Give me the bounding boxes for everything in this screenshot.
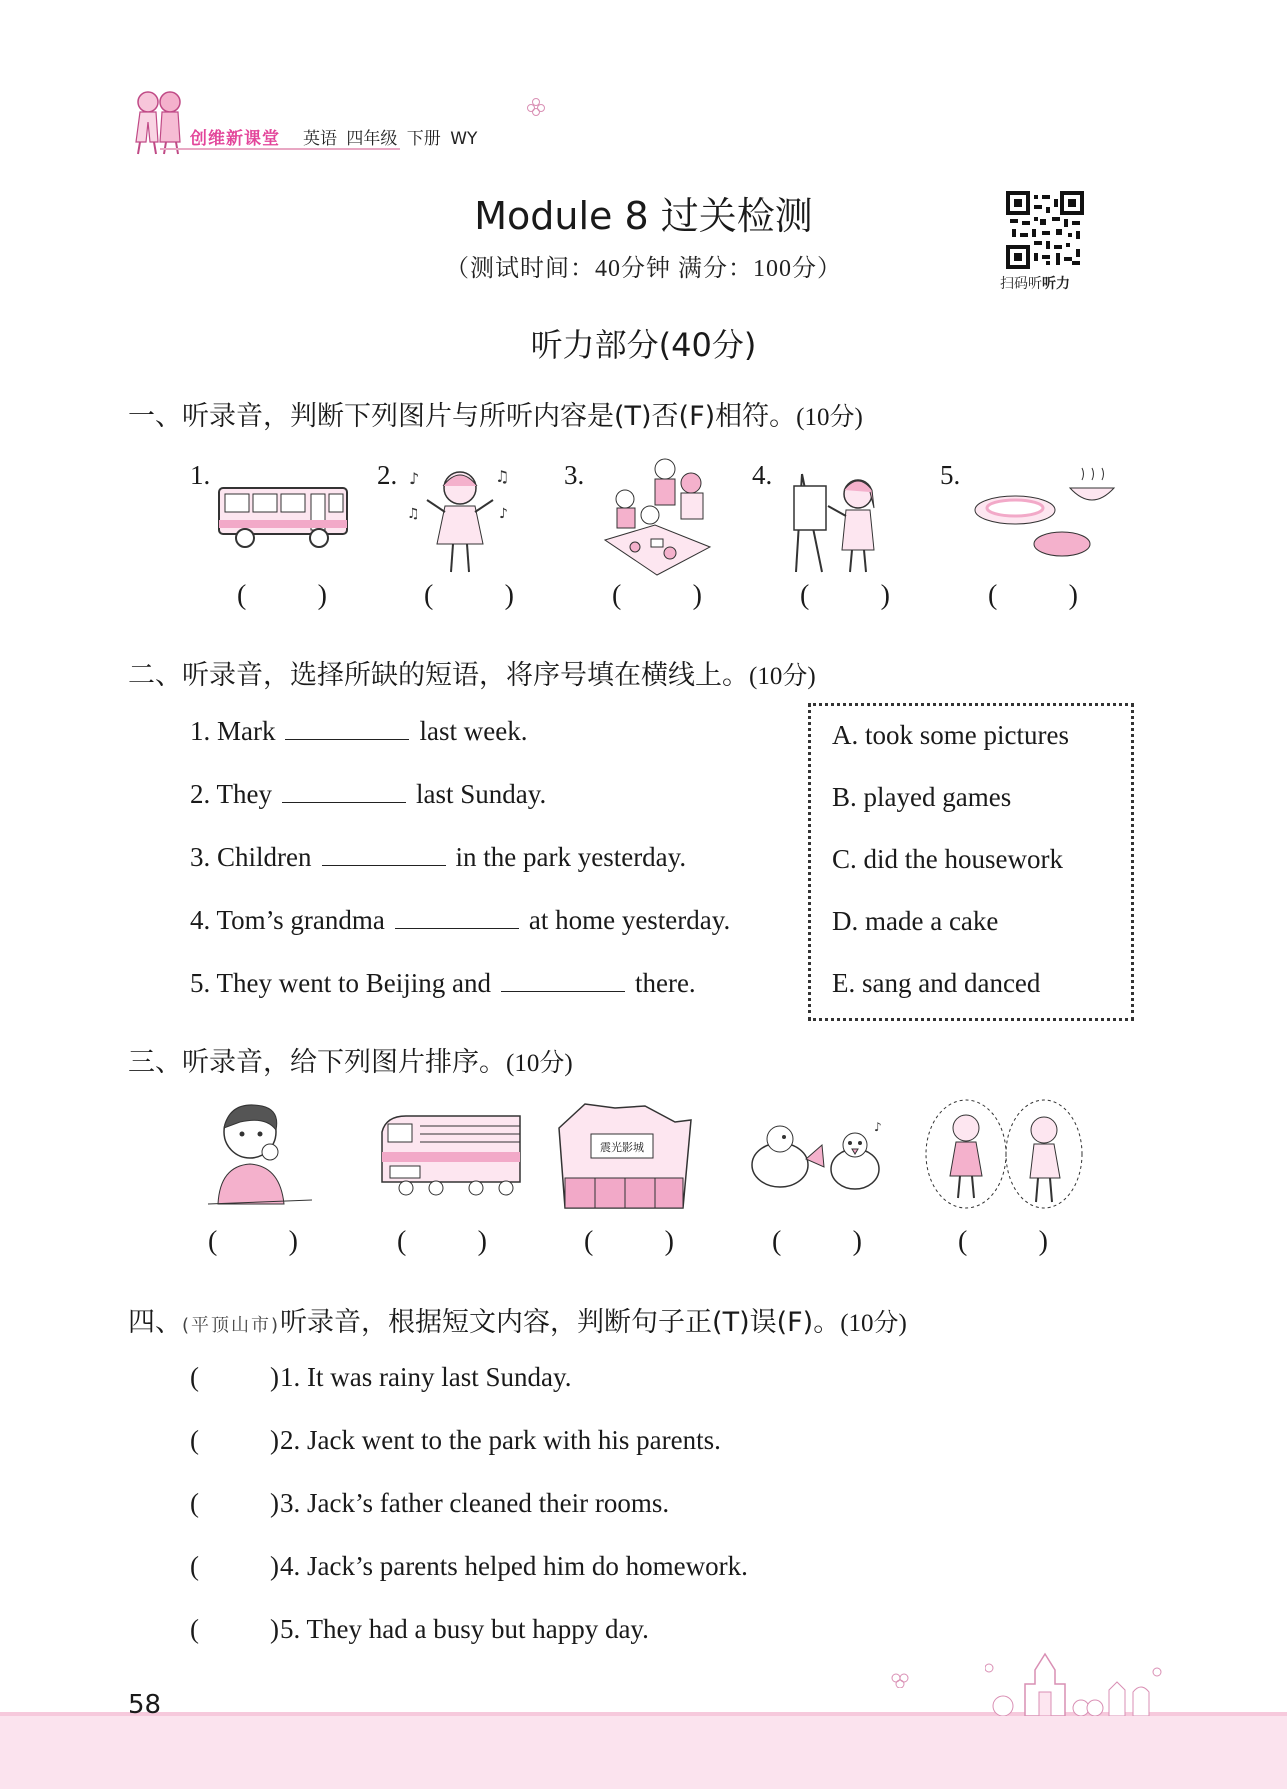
qr-label: 扫码听听力 <box>1000 276 1070 292</box>
footer-band <box>0 1716 1287 1789</box>
s4-close-2: ) <box>270 1425 279 1455</box>
svg-text:♫: ♫ <box>495 467 510 486</box>
option-b: B. played games <box>832 782 1012 812</box>
s1-item-5-number: 5. <box>940 460 961 490</box>
kids-logo-illustration <box>128 88 190 156</box>
s3-answer-4[interactable]: ( ) <box>772 1226 862 1257</box>
s4-close-4: ) <box>270 1551 279 1581</box>
s4-item-1: ( 1. It was rainy last Sunday. <box>190 1362 572 1392</box>
chicks-icon <box>740 1115 895 1200</box>
girls-jumping-rope-icon <box>920 1098 1090 1210</box>
section3-title: 三、听录音，给下列图片排序。(10分) <box>128 1047 573 1078</box>
s3-answer-1[interactable]: ( ) <box>208 1226 298 1257</box>
s2-blank-5[interactable] <box>501 969 625 992</box>
s4-item-5: ( 5. They had a busy but happy day. <box>190 1614 649 1644</box>
s4-close-3: ) <box>270 1488 279 1518</box>
svg-text:♪: ♪ <box>874 1120 882 1134</box>
subject-info: 英语 四年级 下册 WY <box>303 129 478 149</box>
train-icon <box>376 1108 526 1200</box>
s2-item-4: 4. Tom’s grandma at home yesterday. <box>190 905 731 935</box>
s1-answer-2[interactable]: ( ) <box>424 580 514 611</box>
s1-answer-1[interactable]: ( ) <box>237 580 327 611</box>
page-number: 58 <box>128 1690 162 1720</box>
s4-close-5: ) <box>270 1614 279 1644</box>
page-title: Module 8 过关检测 <box>474 194 813 238</box>
brand-name: 创维新课堂 <box>190 129 280 149</box>
option-c: C. did the housework <box>832 844 1063 874</box>
flower-footer-icon <box>890 1672 910 1688</box>
section2-title: 二、听录音，选择所缺的短语，将序号填在横线上。(10分) <box>128 660 816 691</box>
s4-answer-5[interactable]: ( <box>190 1614 199 1644</box>
castle-decoration-icon <box>985 1648 1165 1716</box>
s1-item-2-number: 2. <box>377 460 398 490</box>
flower-icon <box>527 98 545 116</box>
option-d: D. made a cake <box>832 906 999 936</box>
s1-item-1-number: 1. <box>190 460 211 490</box>
svg-text:♪: ♪ <box>409 469 420 488</box>
picnic-family-icon <box>595 455 715 580</box>
singing-girl-icon <box>405 462 515 580</box>
cinema-sign: 震光影城 <box>600 1141 644 1154</box>
s4-answer-4[interactable]: ( <box>190 1551 199 1581</box>
s3-answer-3[interactable]: ( ) <box>584 1226 674 1257</box>
listening-part-title: 听力部分(40分) <box>530 326 757 364</box>
food-dishes-icon <box>970 462 1120 562</box>
cinema-icon <box>555 1098 695 1210</box>
option-e: E. sang and danced <box>832 968 1041 998</box>
s4-answer-3[interactable]: ( <box>190 1488 199 1518</box>
svg-text:♪: ♪ <box>499 506 508 522</box>
s4-answer-2[interactable]: ( <box>190 1425 199 1455</box>
s2-blank-3[interactable] <box>322 843 446 866</box>
s4-close-1: ) <box>270 1362 279 1392</box>
s2-item-1: 1. Mark last week. <box>190 716 528 746</box>
bus-icon <box>215 482 355 554</box>
qr-code-icon[interactable] <box>1006 191 1084 269</box>
boy-thinking-icon <box>200 1100 315 1205</box>
section1-title: 一、听录音，判断下列图片与所听内容是(T)否(F)相符。(10分) <box>128 401 863 432</box>
s4-item-4: ( 4. Jack’s parents helped him do homework. <box>190 1551 748 1581</box>
s2-blank-4[interactable] <box>395 906 519 929</box>
s1-answer-4[interactable]: ( ) <box>800 580 890 611</box>
test-time-info: （测试时间：40分钟 满分：100分） <box>445 256 842 282</box>
s1-answer-3[interactable]: ( ) <box>612 580 702 611</box>
s2-item-5: 5. They went to Beijing and there. <box>190 968 696 998</box>
s2-blank-1[interactable] <box>285 717 409 740</box>
s3-answer-2[interactable]: ( ) <box>397 1226 487 1257</box>
svg-text:♫: ♫ <box>407 506 420 522</box>
s2-blank-2[interactable] <box>282 780 406 803</box>
s3-answer-5[interactable]: ( ) <box>958 1226 1048 1257</box>
s1-answer-5[interactable]: ( ) <box>988 580 1078 611</box>
s4-answer-1[interactable]: ( <box>190 1362 199 1392</box>
option-a: A. took some pictures <box>832 720 1069 750</box>
s2-item-3: 3. Children in the park yesterday. <box>190 842 687 872</box>
s4-item-2: ( 2. Jack went to the park with his parents. <box>190 1425 721 1455</box>
s1-item-3-number: 3. <box>564 460 585 490</box>
s2-item-2: 2. They last Sunday. <box>190 779 547 809</box>
section4-title: 四、(平顶山市)听录音，根据短文内容，判断句子正(T)误(F)。(10分) <box>128 1307 907 1338</box>
painting-girl-icon <box>790 464 890 576</box>
s4-item-3: ( 3. Jack’s father cleaned their rooms. <box>190 1488 670 1518</box>
s1-item-4-number: 4. <box>752 460 773 490</box>
